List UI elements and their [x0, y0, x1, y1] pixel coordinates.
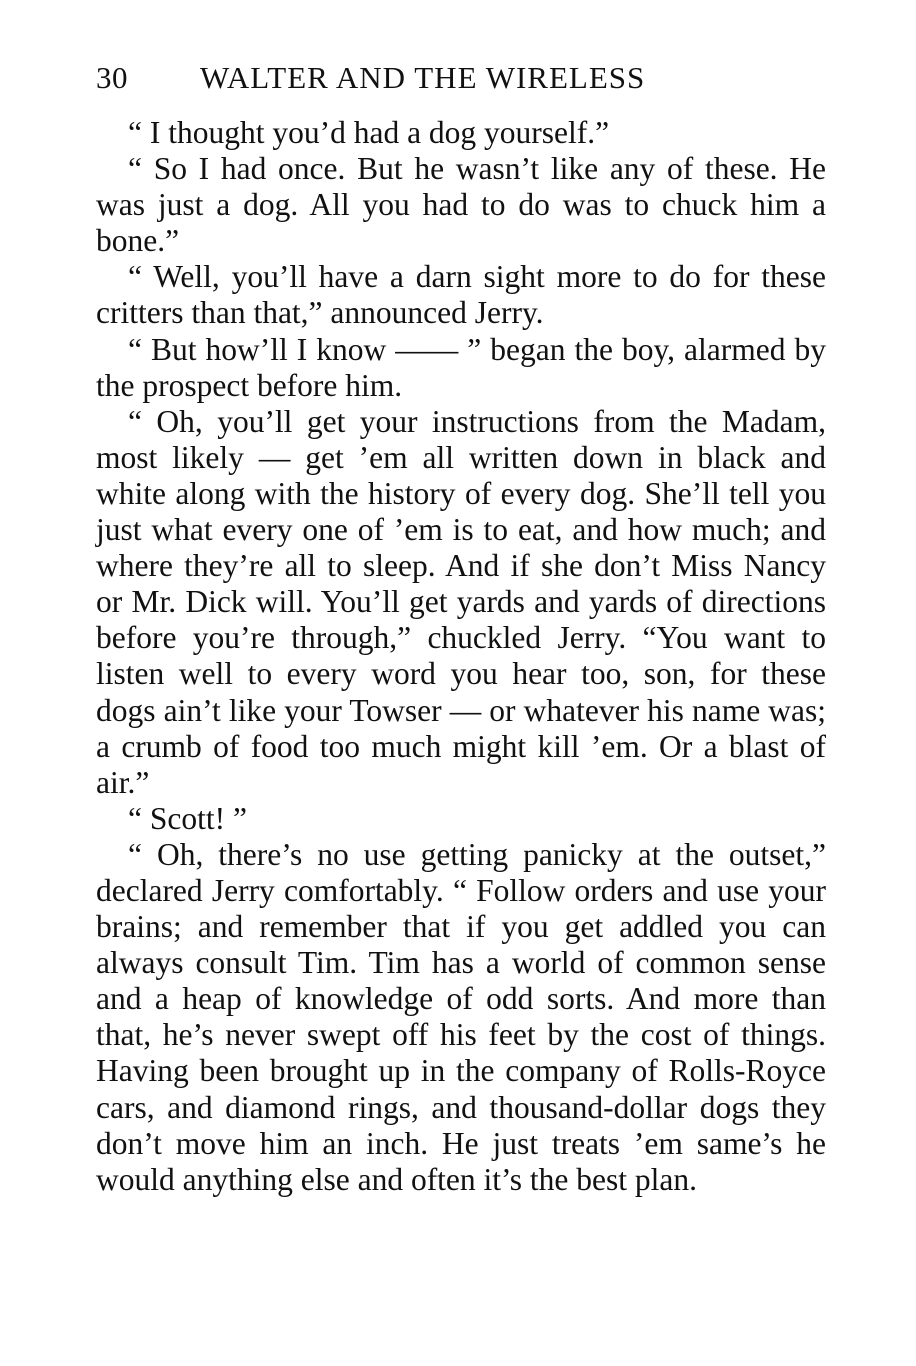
paragraph: “ I thought you’d had a dog yourself.”: [128, 115, 610, 150]
paragraph: “ Well, you’ll have a darn sight more to do for these critters than that,” announced Jerry.: [96, 259, 826, 331]
page-number: 30: [96, 60, 128, 95]
body-text: [96, 115, 826, 1198]
paragraph: “ But how’ll I know —— ” began the boy, alarmed by the prospect before him.: [96, 331, 826, 403]
running-title: WALTER AND THE WIRELESS: [200, 60, 646, 95]
paragraph: “ Scott! ”: [128, 800, 247, 836]
paragraph: “ So I had once. But he wasn’t like any of these. He was just a dog. All you had to do was to chuck him a bone.”: [96, 151, 826, 259]
running-head: [96, 58, 826, 98]
paragraph: “ Oh, you’ll get your instructions from the Madam, most likely — get ’em all written down in black and white along with the history of every dog. She’ll tell you just what every one of ’em is to eat, and how much; and where they’re all to sleep. And if she don’t Miss Nancy or Mr. Dick will. You’ll get yards and yards of directions before you’re through,” chuckled Jerry. “You want to listen well to every word you hear too, son, for these dogs ain’t like your Towser — or whatever his name was; a crumb of food too much might kill ’em. Or a blast of air.”: [96, 403, 826, 800]
paragraph: “ Oh, there’s no use getting panicky at the outset,” declared Jerry comfortably. “ Follow orders and use your brains; and remember that if you get addled you can always consult Tim. Tim has a world of common sense and a heap of knowledge of odd sorts. And more than that, he’s never swept off his feet by the cost of things. Having been brought up in the company of Rolls-Royce cars, and diamond rings, and thousand-dollar dogs they don’t move him an inch. He just treats ’em same’s he would anything else and often it’s the best plan.: [96, 836, 826, 1197]
